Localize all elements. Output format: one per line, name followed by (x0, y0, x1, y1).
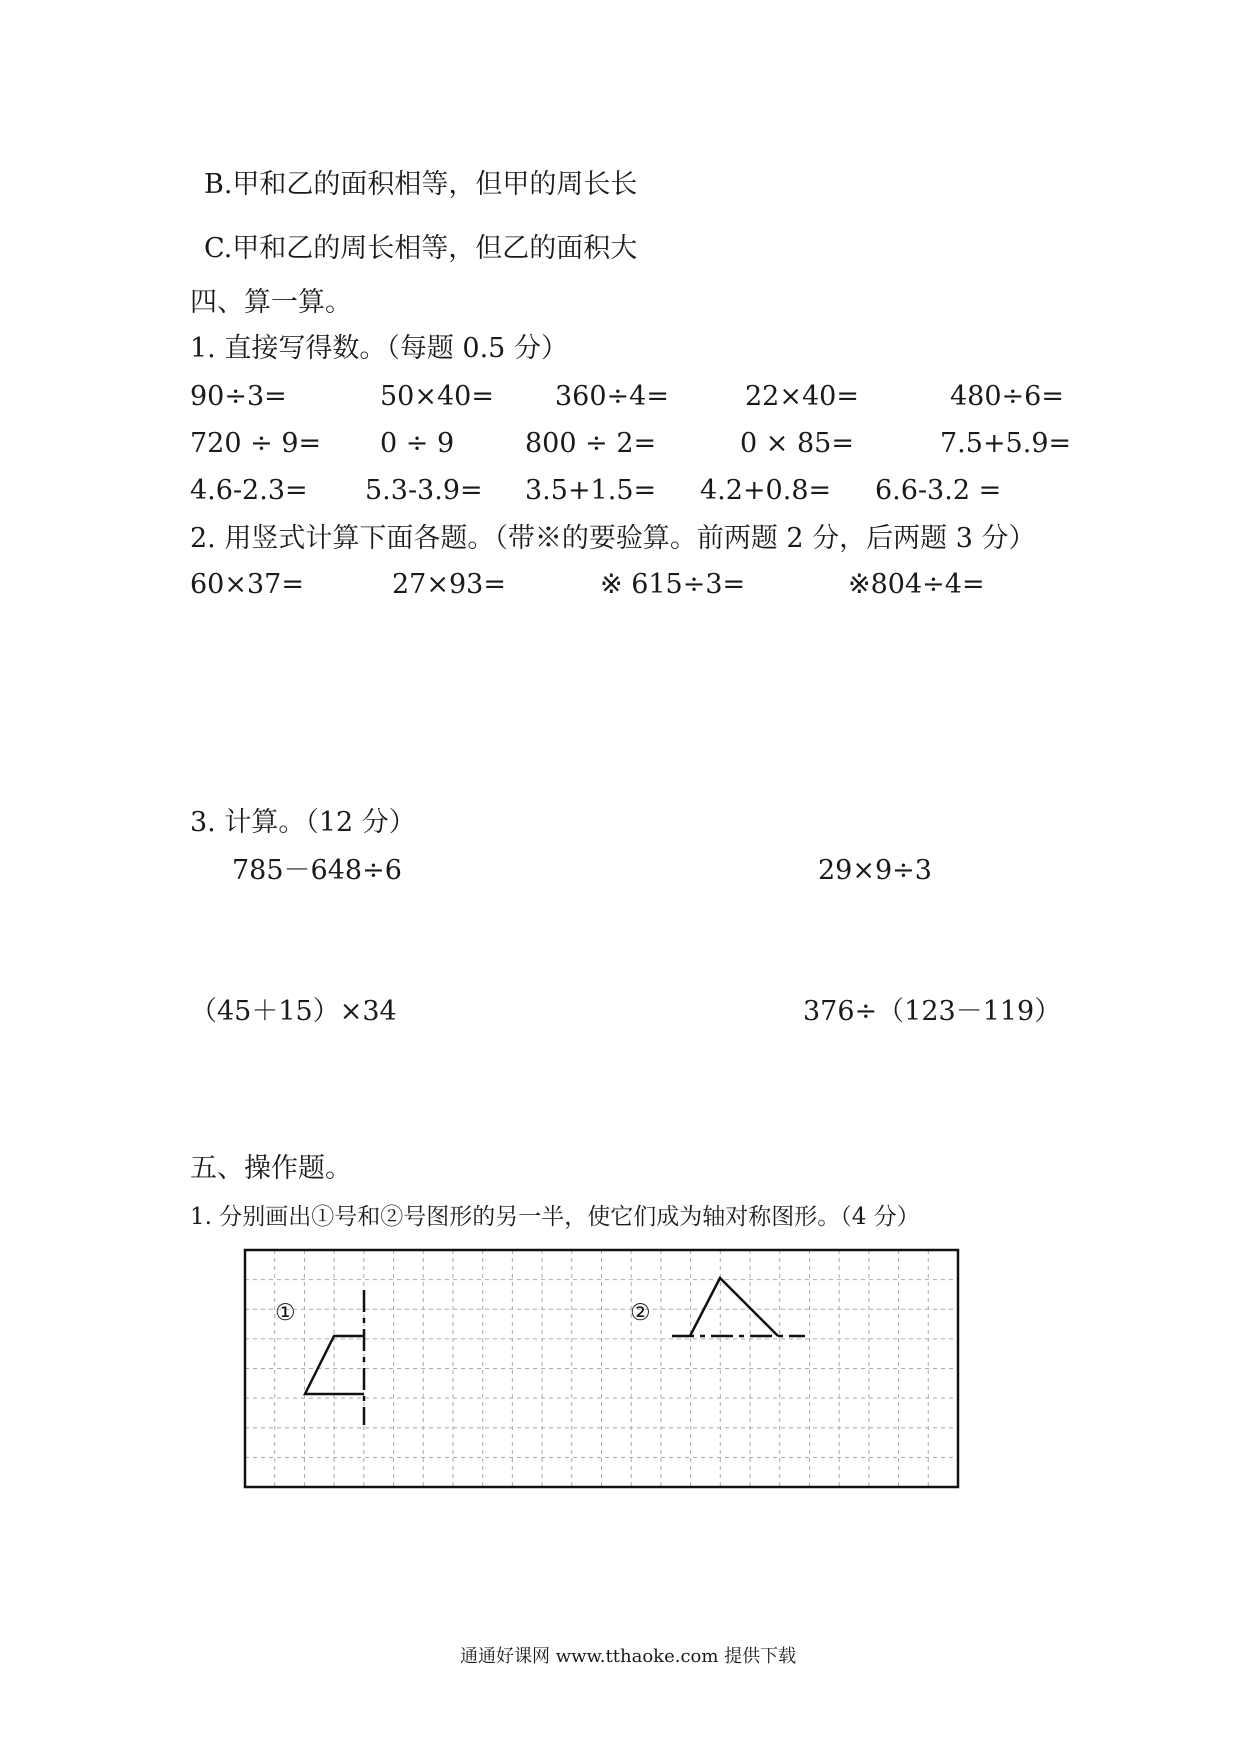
op-q1-title: 1. 分别画出①号和②号图形的另一半，使它们成为轴对称图形。（4 分） (190, 1204, 920, 1230)
q1-title: 1. 直接写得数。（每题 0.5 分） (190, 333, 568, 364)
section-4-title: 四、算一算。 (190, 287, 352, 318)
option-b: B.甲和乙的面积相等，但甲的周长长 (204, 169, 638, 200)
calc-item: 480÷6= (950, 381, 1064, 412)
calc-item: 22×40= (745, 381, 859, 412)
vertical-calc-item: ※804÷4= (848, 569, 985, 600)
mixed-calc-item: 29×9÷3 (818, 855, 932, 886)
calc-item: 4.6-2.3= (190, 475, 308, 506)
calc-item: 800 ÷ 2= (525, 428, 657, 459)
calc-item: 0 ÷ 9 (380, 428, 455, 459)
calc-item: 50×40= (380, 381, 494, 412)
mixed-calc-item: （45＋15）×34 (190, 996, 397, 1027)
mixed-calc-item: 376÷（123－119） (803, 996, 1062, 1027)
shape-2-half (690, 1278, 778, 1336)
vertical-calc-item: ※ 615÷3= (600, 569, 746, 600)
calc-item: 7.5+5.9= (940, 428, 1072, 459)
section-5-title: 五、操作题。 (190, 1153, 352, 1184)
mixed-calc-item: 785－648÷6 (232, 855, 402, 886)
figure-2-label: ② (630, 1300, 651, 1326)
option-c: C.甲和乙的周长相等，但乙的面积大 (204, 233, 638, 264)
grid-lines (245, 1250, 958, 1487)
vertical-calc-item: 27×93= (392, 569, 506, 600)
calc-item: 90÷3= (190, 381, 287, 412)
q3-title: 3. 计算。（12 分） (190, 807, 416, 838)
calc-item: 720 ÷ 9= (190, 428, 322, 459)
calc-item: 0 × 85= (740, 428, 854, 459)
calc-item: 5.3-3.9= (365, 475, 483, 506)
calc-item: 6.6-3.2 = (875, 475, 1002, 506)
figure-1-label: ① (275, 1300, 296, 1326)
vertical-calc-item: 60×37= (190, 569, 304, 600)
q2-title: 2. 用竖式计算下面各题。（带※的要验算。前两题 2 分，后两题 3 分） (190, 523, 1036, 554)
footer-credit: 通通好课网 www.tthaoke.com 提供下载 (460, 1646, 797, 1667)
calc-item: 360÷4= (555, 381, 669, 412)
calc-item: 3.5+1.5= (525, 475, 657, 506)
calc-item: 4.2+0.8= (700, 475, 832, 506)
